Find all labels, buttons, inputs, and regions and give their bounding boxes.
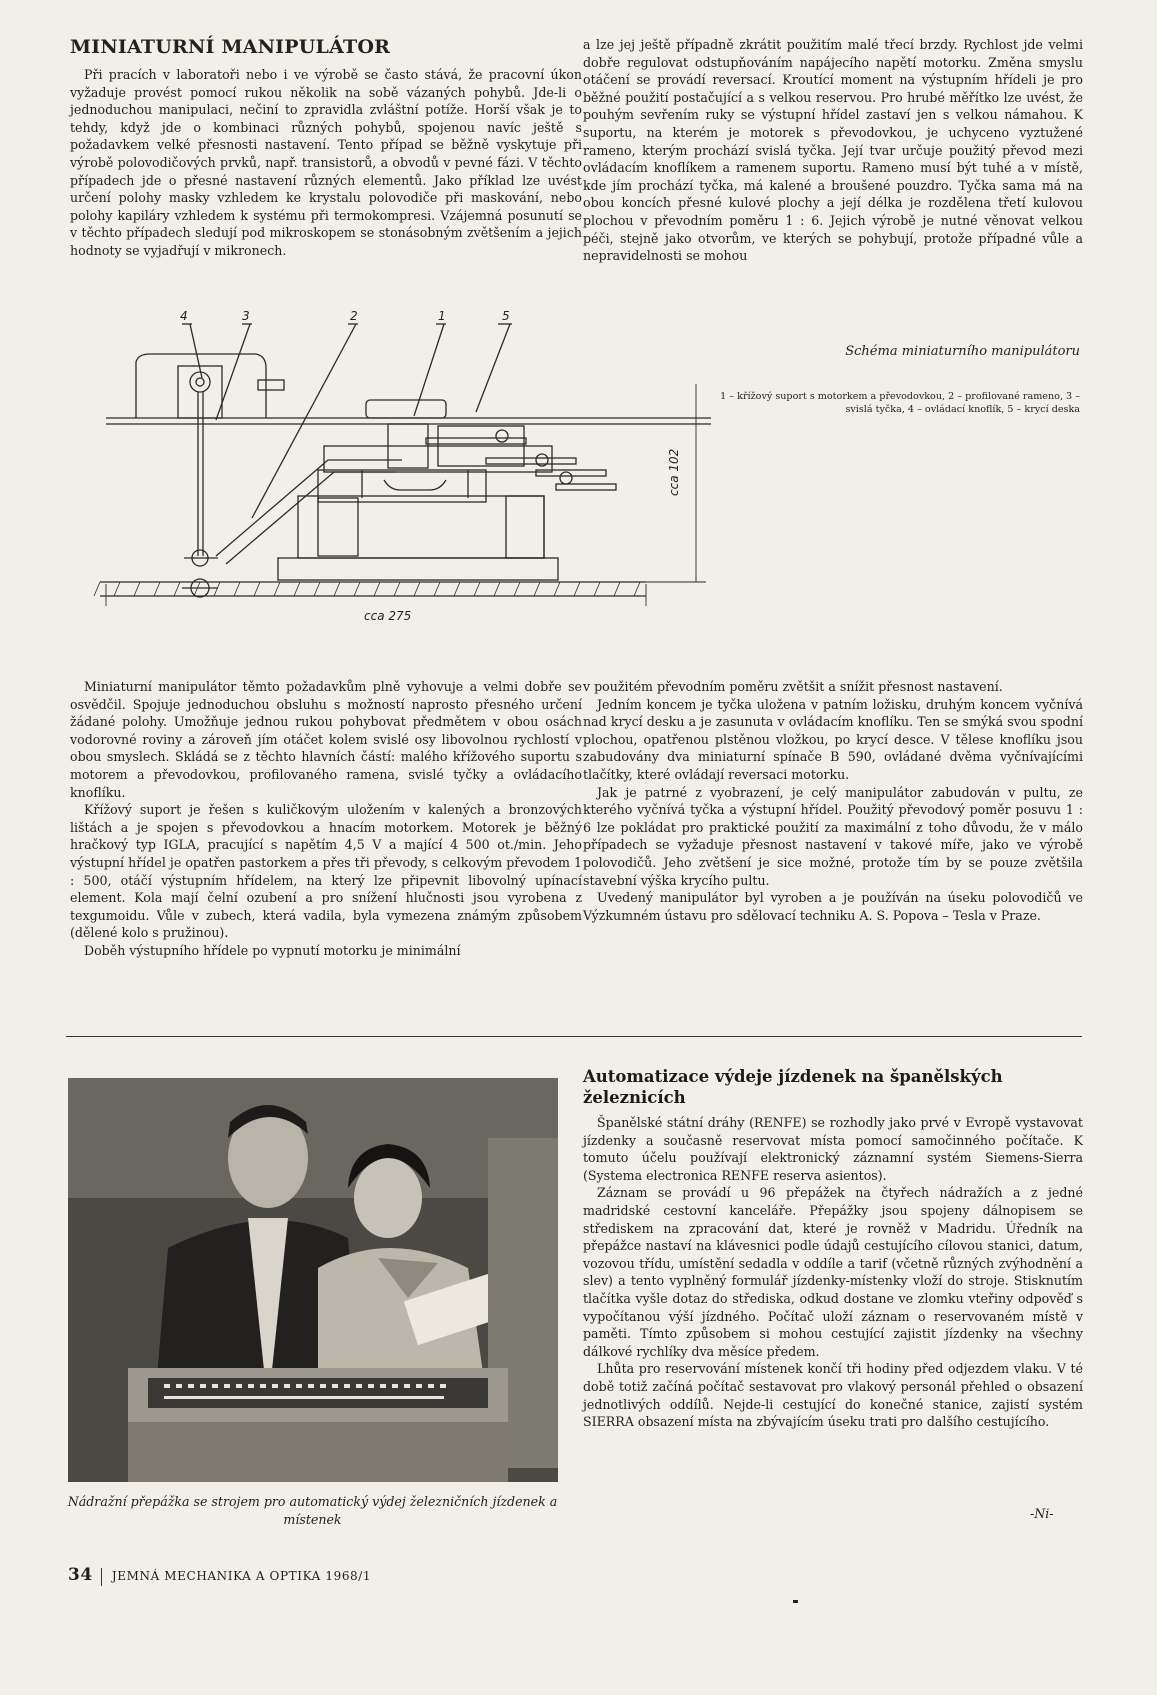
right-top-column xyxy=(583,36,1083,265)
manipulator-schematic xyxy=(66,309,766,650)
paragraph: Jedním koncem je tyčka uložena v patním ložisku, druhým koncem vyčnívá nad krycí desku a je zasunuta v ovládacím knoflíku. Ten se smýká svou spodní plochou, opatřenou plstěnou vložkou, po krycí desce. V tělese knoflíku jsou zabudovány dva miniaturní spínače B 590, ovládané dvěma vyčnívajícími tlačítky, které ovládají reversaci motorku. xyxy=(583,696,1083,782)
ticket-counter-photo xyxy=(68,1078,558,1482)
paragraph: Jak je patrné z vyobrazení, je celý manipulátor zabudován v pultu, ze kterého vyčnívá tyčka a výstupní hřídel. Použitý převodový poměr posuvu 1 : 6 lze pokládat pro praktické použití za maximální z toho důvodu, že v málo případech se vyžaduje přesnost nastavení v takové míře, jako ve výrobě polovodičů. Jeho zvětšení je sice možné, protože tím by se pouze zvětšila stavební výška krycího pultu. xyxy=(583,784,1083,888)
right-top-paragraph: a lze jej ještě případně zkrátit použitím malé třecí brzdy. Rychlost jde velmi dobře regulovat odstupňováním napájecího napětí motorku. Změna smyslu otáčení se provádí reversací. Kroutící moment na výstupním hřídeli je pro běžné použití postačující a s velkou reservou. Pro hrubé měřítko lze uvést, že pouhým sevřením ruky se výstupní hřídel zastaví jen s velkou námahou. K suportu, na kterém je motorek s převodovkou, je uchyceno vyztužené rameno, kterým prochází svislá tyčka. Její tvar určuje použitý převod mezi ovládacím knoflíkem a ramenem suportu. Rameno musí být tuhé a v místě, kde jím prochází tyčka, má kalené a broušené pouzdro. Tyčka sama má na obou koncích přesné kulové plochy a její délka je rozdělena třetí kulovou plochou v převodním poměru 1 : 6. Jejich výrobě je nutné věnovat velkou péči, stejně jako otvorům, ve kterých se pohybují, protože případné vůle a nepravidelnosti se mohou xyxy=(583,37,1083,264)
footer-separator xyxy=(101,1568,102,1586)
author-signature: -Ni- xyxy=(1030,1506,1054,1521)
label-2: 2 xyxy=(350,309,358,323)
dimension-height: cca 102 xyxy=(667,448,681,496)
figure-legend: 1 – křížový suport s motorkem a převodovkou, 2 – profilované rameno, 3 – svislá tyčka, 4 – ovládací knoflík, 5 – krycí deska xyxy=(720,391,1080,415)
journal-name: JEMNÁ MECHANIKA A OPTIKA 1968/1 xyxy=(111,1569,372,1583)
figure-title: Schéma miniaturního manipulátoru xyxy=(845,344,1080,359)
section-divider xyxy=(66,1036,1082,1037)
right-bottom-column xyxy=(583,678,1083,924)
paragraph: Záznam se provádí u 96 přepážek na čtyřech nádražích a z jedné madridské cestovní kanceláře. Přepážky jsou spojeny dálnopisem se střediskem na zpracování dat, které je rovněž v Madridu. Úředník na přepážce nastaví na klávesnici podle údajů cestujícího cílovou stanici, datum, vozovou třídu, umístění sedadla v oddíle a tarif (včetně různých zvýhodnění a slev) a tento vyplněný formulář jízdenky-místenky vloží do stroje. Stisknutím tlačítka vyšle dotaz do střediska, odkud dostane ve zlomku vteřiny odpověď s vypočítanou výší jízdného. Počítač uloží záznam o reservovaném místě v paměti. Tímto způsobem si mohou cestující zajistit jízdenky na všechny dálkové rychlíky dva měsíce předem. xyxy=(583,1185,1083,1359)
intro-column xyxy=(70,66,582,260)
label-5: 5 xyxy=(502,309,510,323)
left-bottom-column xyxy=(70,678,582,960)
article2-column xyxy=(583,1114,1083,1431)
page-footer xyxy=(68,1565,371,1586)
paragraph: Uvedený manipulátor byl vyroben a je používán na úseku polovodičů ve Výzkumném ústavu pro sdělovací techniku A. S. Popova – Tesla v Praze. xyxy=(583,890,1083,923)
paragraph: Lhůta pro reservování místenek končí tři hodiny před odjezdem vlaku. V té době totiž začíná počítač sestavovat pro vlakový personál přehled o obsazení jednotlivých oddílů. Nejde-li cestující do konečné stanice, zajistí systém SIERRA obsazení místa na zbývajícím úseku trati pro dalšího cestujícího. xyxy=(583,1361,1083,1430)
page-number: 34 xyxy=(68,1565,93,1585)
label-3: 3 xyxy=(242,309,250,323)
print-mark xyxy=(793,1600,798,1603)
paragraph: Doběh výstupního hřídele po vypnutí motorku je minimální xyxy=(84,942,461,958)
label-4: 4 xyxy=(180,309,188,323)
label-1: 1 xyxy=(438,309,446,323)
dimension-width: cca 275 xyxy=(364,609,412,623)
intro-paragraph: Při pracích v laboratoři nebo i ve výrobě se často stává, že pracovní úkon vyžaduje provést pomocí rukou několik na sobě vázaných pohybů. Jde-li o jednoduchou manipulaci, nečiní to zpravidla zvláštní potíže. Horší však je to tehdy, když jde o kombinaci různých pohybů, spojenou navíc ještě s požadavkem velké přesnosti nastavení. Tento případ se běžně vyskytuje při výrobě polovodičových prvků, např. transistorů, a obvodů v pevné fázi. V těchto případech jde o přesné nastavení různých elementů. Jako příklad lze uvést určení polohy masky vzhledem ke krystalu polovodiče při maskování, nebo polohy kapiláry vzhledem k systému při termokompresi. Vzájemná posunutí se v těchto případech sledují pod mikroskopem se stonásobným zvětšením a jejich hodnoty se vyjadřují v mikronech. xyxy=(70,67,582,258)
paragraph: v použitém převodním poměru zvětšit a snížit přesnost nastavení. xyxy=(583,679,1003,694)
paragraph: Španělské státní dráhy (RENFE) se rozhodly jako prvé v Evropě vystavovat jízdenky a současně reservovat místa pomocí samočinného počítače. K tomuto účelu používají elektronický záznamní systém Siemens-Sierra (Systema electronica RENFE reserva asientos). xyxy=(583,1115,1083,1183)
article-title: MINIATURNÍ MANIPULÁTOR xyxy=(70,36,391,58)
article2-title: Automatizace výdeje jízdenek na španělských železnicích xyxy=(583,1067,1003,1107)
photo-caption: Nádražní přepážka se strojem pro automatický výdej železničních jízdenek a místenek xyxy=(67,1494,558,1527)
paragraph: Křížový suport je řešen s kuličkovým uložením v kalených a bronzových lištách a je spojen s převodovkou a hnacím motorkem. Motorek je běžný hračkový typ IGLA, pracující s napětím 4,5 V a mající 4 500 ot./min. Jeho výstupní hřídel je opatřen pastorkem a přes tři převody, s celkovým převodem 1 : 500, otáčí výstupním hřídelem, na který lze připevnit libovolný upínací element. Kola mají čelní ozubení a pro snížení hlučnosti jsou vyrobena z texgumoidu. Vůle v zubech, která vadila, byla vymezena známým způsobem (dělené kolo s pružinou). xyxy=(70,802,582,941)
paragraph: Miniaturní manipulátor těmto požadavkům plně vyhovuje a velmi dobře se osvědčil. Spojuje jednoduchou obsluhu s možností naprosto přesného určení žádané polohy. Umožňuje jednou rukou pohybovat předmětem v obou osách vodorovné roviny a zároveň jím otáčet kolem svislé osy libovolnou rychlostí v obou smyslech. Skládá se z těchto hlavních částí: malého křížového suportu s motorem a převodovkou, profilovaného ramena, svislé tyčky a ovládacího knoflíku. xyxy=(70,679,582,800)
